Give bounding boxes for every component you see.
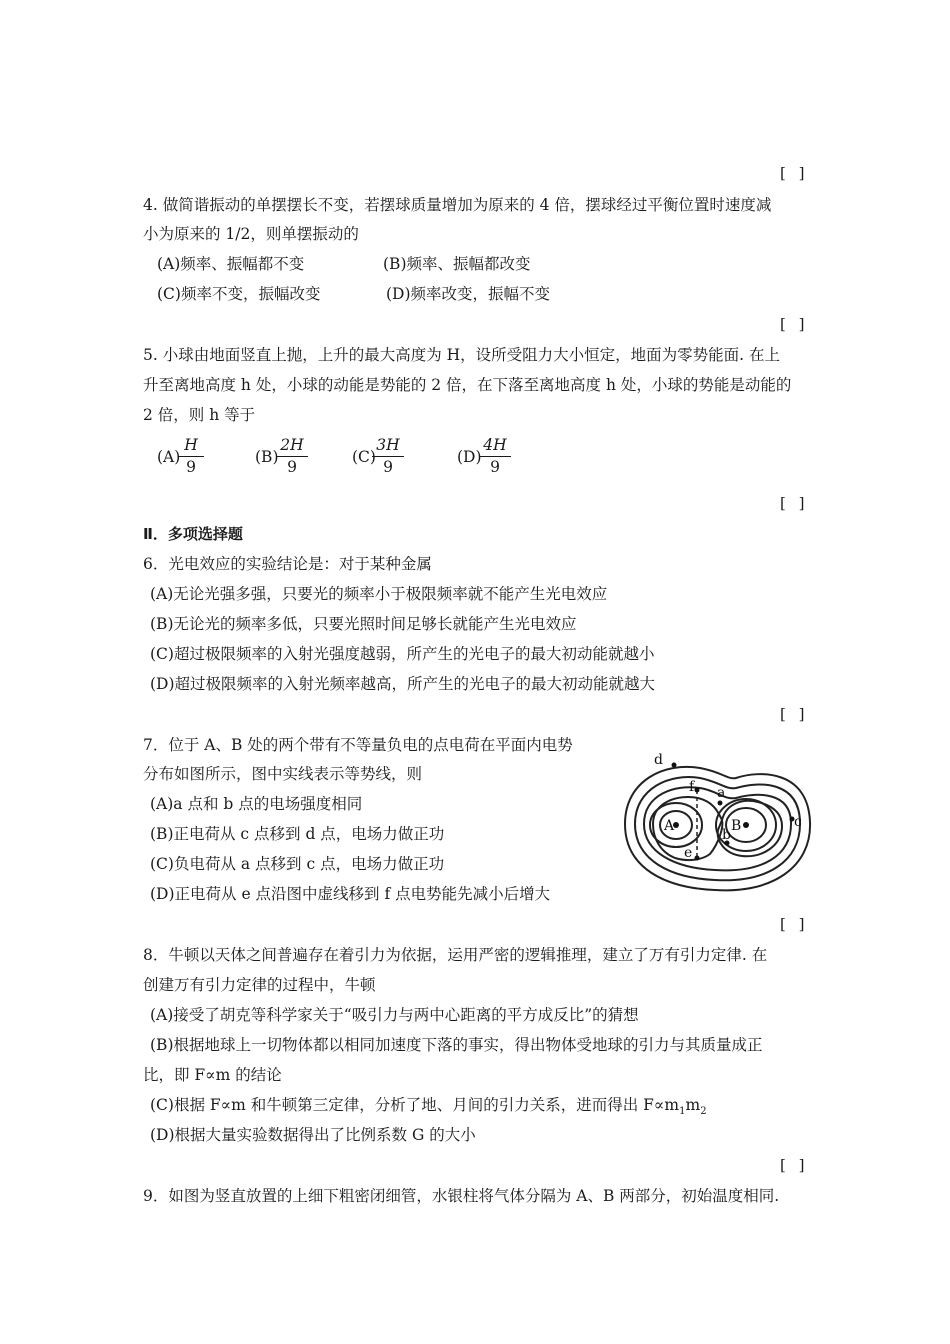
- label-B: B: [731, 818, 742, 834]
- q8-option-c-m2: m: [685, 1096, 701, 1114]
- q8-option-d: (D)根据大量实验数据得出了比例系数 G 的大小: [150, 1126, 476, 1144]
- q6-option-a: (A)无论光强多强，只要光的频率小于极限频率就不能产生光电效应: [150, 585, 608, 603]
- fraction-denominator: 9: [490, 458, 500, 476]
- label-c: c: [794, 814, 802, 830]
- fraction-numerator: 2H: [276, 436, 308, 457]
- q8-option-a: (A)接受了胡克等科学家关于“吸引力与两中心距离的平方成反比”的猜想: [150, 1006, 639, 1024]
- q6-line1: 6．光电效应的实验结论是：对于某种金属: [143, 555, 432, 573]
- q8-line2: 创建万有引力定律的过程中，牛顿: [143, 976, 376, 994]
- point-f: [695, 788, 700, 793]
- q8-option-c-text: (C)根据 F∝m 和牛顿第三定律，分析了地、月间的引力关系，进而得出 F∝m: [150, 1096, 680, 1114]
- q6-option-c: (C)超过极限频率的入射光强度越弱，所产生的光电子的最大初动能就越小: [150, 645, 655, 663]
- label-d: d: [654, 752, 663, 768]
- q5-line2: 升至离地高度 h 处，小球的动能是势能的 2 倍，在下落至离地高度 h 处，小球的势能是动能的: [143, 376, 792, 394]
- fraction-denominator: 9: [287, 458, 297, 476]
- answer-bracket: [ ]: [780, 1156, 809, 1174]
- answer-bracket: [ ]: [780, 315, 809, 333]
- fraction-numerator: H: [178, 436, 204, 457]
- point-e: [695, 856, 700, 861]
- q4-option-d: (D)频率改变，振幅不变: [386, 285, 551, 303]
- q5-option-a-label: (A): [157, 448, 181, 466]
- point-B: [743, 822, 749, 828]
- point-d: [672, 763, 677, 768]
- q5-line3: 2 倍，则 h 等于: [143, 406, 256, 424]
- q7-line2: 分布如图所示，图中实线表示等势线，则: [143, 765, 423, 783]
- q7-line1: 7．位于 A、B 处的两个带有不等量负电的点电荷在平面内电势: [143, 736, 573, 754]
- q5-option-c-fraction: [372, 436, 404, 477]
- fraction-numerator: 4H: [479, 436, 511, 457]
- q5-option-a-fraction: [178, 436, 204, 477]
- answer-bracket: [ ]: [780, 915, 809, 933]
- q6-option-d: (D)超过极限频率的入射光频率越高，所产生的光电子的最大初动能就越大: [150, 675, 656, 693]
- label-A: A: [664, 818, 675, 834]
- q7-option-a: (A)a 点和 b 点的电场强度相同: [150, 795, 363, 813]
- q6-option-b: (B)无论光的频率多低，只要光照时间足够长就能产生光电效应: [150, 615, 577, 633]
- q5-option-c-label: (C): [352, 448, 376, 466]
- q5-option-d-label: (D): [457, 448, 482, 466]
- q4-option-a: (A)频率、振幅都不变: [157, 255, 305, 273]
- q5-option-b-label: (B): [255, 448, 279, 466]
- q7-option-b: (B)正电荷从 c 点移到 d 点，电场力做正功: [150, 825, 445, 843]
- point-a: [718, 801, 723, 806]
- q8-line1: 8．牛顿以天体之间普遍存在着引力为依据，运用严密的逻辑推理，建立了万有引力定律. 在: [143, 946, 768, 964]
- answer-bracket: [ ]: [780, 494, 809, 512]
- answer-bracket: [ ]: [780, 705, 809, 723]
- fraction-numerator: 3H: [372, 436, 404, 457]
- q8-option-b-line2: 比，即 F∝m 的结论: [143, 1066, 282, 1084]
- q4-option-c: (C)频率不变，振幅改变: [157, 285, 321, 303]
- answer-bracket: [ ]: [780, 164, 809, 182]
- fraction-denominator: 9: [383, 458, 393, 476]
- label-a: a: [717, 785, 726, 801]
- subscript: 2: [700, 1106, 707, 1118]
- equipotential-figure: [610, 740, 820, 910]
- q4-option-b: (B)频率、振幅都改变: [383, 255, 531, 273]
- subscript: 1: [679, 1106, 686, 1118]
- section-heading: Ⅱ．多项选择题: [143, 525, 243, 543]
- q8-option-b-line1: (B)根据地球上一切物体都以相同加速度下落的事实，得出物体受地球的引力与其质量成正: [150, 1036, 763, 1054]
- q7-option-c: (C)负电荷从 a 点移到 c 点，电场力做正功: [150, 855, 445, 873]
- fraction-denominator: 9: [186, 458, 196, 476]
- q9-line1: 9．如图为竖直放置的上细下粗密闭细管，水银柱将气体分隔为 A、B 两部分，初始温度相同.: [143, 1187, 780, 1205]
- q4-line1: 4. 做简谐振动的单摆摆长不变，若摆球质量增加为原来的 4 倍，摆球经过平衡位置时速度减: [143, 196, 772, 214]
- label-f: f: [689, 779, 695, 795]
- q5-option-b-fraction: [276, 436, 308, 477]
- q5-line1: 5. 小球由地面竖直上抛，上升的最大高度为 H，设所受阻力大小恒定，地面为零势能面. 在上: [143, 346, 781, 364]
- q5-option-d-fraction: [479, 436, 511, 477]
- label-e: e: [684, 845, 693, 861]
- q4-line2: 小为原来的 1/2，则单摆振动的: [143, 225, 359, 243]
- label-b: b: [722, 827, 731, 843]
- q8-option-c: [150, 1095, 707, 1122]
- q7-option-d: (D)正电荷从 e 点沿图中虚线移到 f 点电势能先减小后增大: [150, 885, 551, 903]
